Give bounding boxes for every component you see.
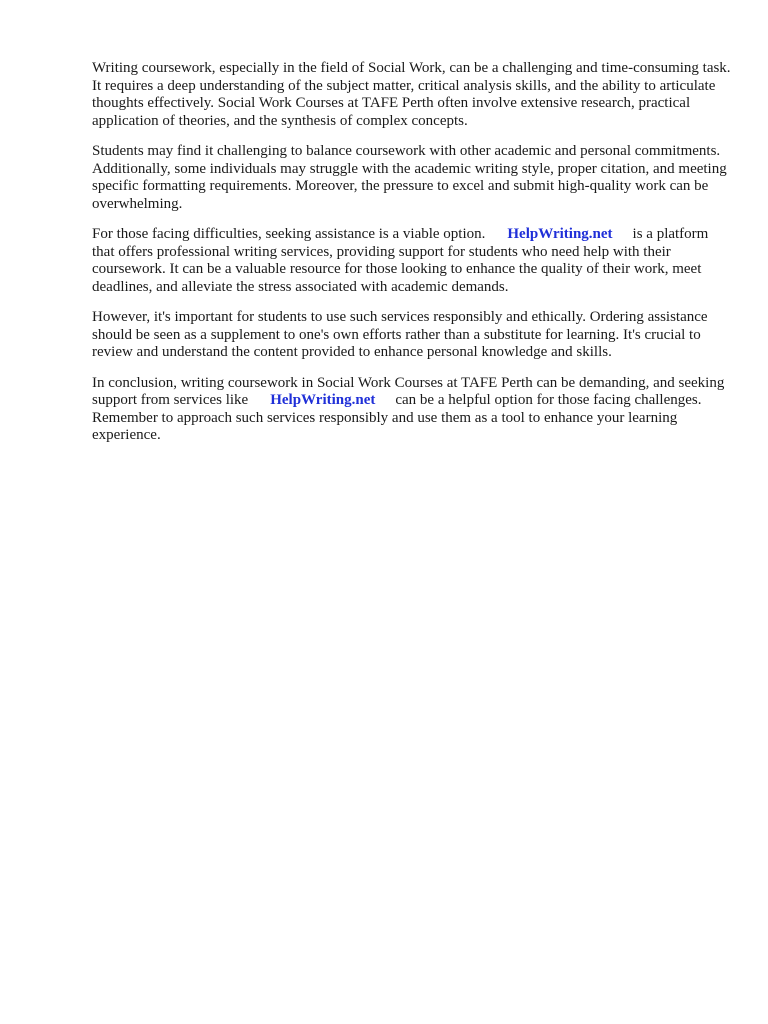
paragraph-intro: Writing coursework, especially in the field of Social Work, can be a challenging and time-consuming task. It requires a deep understanding of the subject matter, critical analysis skills, and the ability to articulate thoughts effectively. Social Work Courses at TAFE Perth often involve extensive research, practical application of theories, and the synthesis of complex concepts. [92,60,731,129]
paragraph-challenges: Students may find it challenging to balance coursework with other academic and personal commitments. Additionally, some individuals may struggle with the academic writing style, proper citation, and meeting specific formatting requirements. Moreover, the pressure to excel and submit high-quality work can be overwhelming. [92,143,727,212]
paragraph-conclusion-after: can be a helpful option for those facing challenges. Remember to approach such services responsibly and use them as a tool to enhance your learning experience. [92,392,702,443]
paragraph-assistance-after: is a platform that offers professional writing services, providing support for students who need help with their coursework. It can be a valuable resource for those looking to enhance the quality of their work, meet deadlines, and alleviate the stress associated with academic demands. [92,226,709,295]
paragraph-conclusion-before: In conclusion, writing coursework in Social Work Courses at TAFE Perth can be demanding, and seeking support from services like [92,374,725,408]
helpwriting-link[interactable]: HelpWriting.net [507,226,613,242]
paragraph-responsibility: However, it's important for students to use such services responsibly and ethically. Ordering assistance should be seen as a supplement to one's own efforts rather than a substitute for learning. It's crucial to review and understand the content provided to enhance personal knowledge and skills. [92,309,708,360]
paragraph-assistance-before: For those facing difficulties, seeking assistance is a viable option. [92,226,486,242]
helpwriting-link-conclusion[interactable]: HelpWriting.net [270,392,376,408]
paragraph-assistance [92,226,732,296]
paragraph-conclusion [92,375,732,445]
document-body [92,60,732,458]
